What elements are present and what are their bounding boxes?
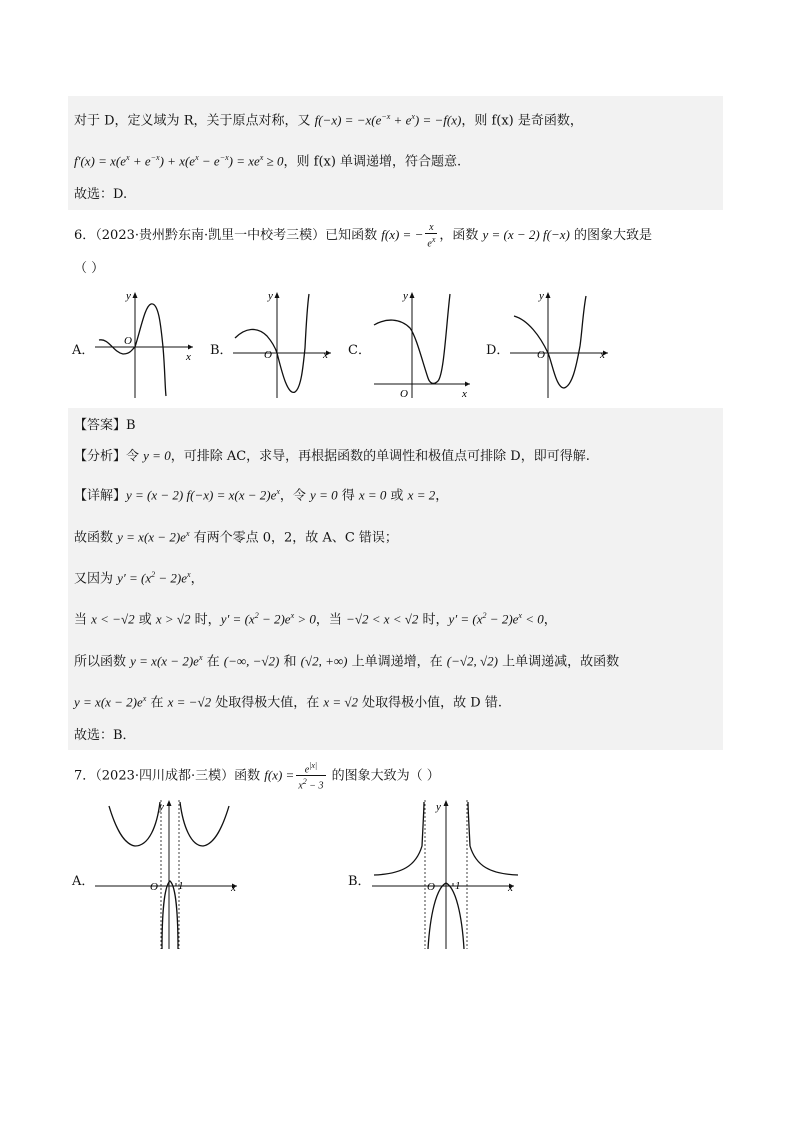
prev-solution-line-2: $f'(x) = x(e^x + e^{-x}) + x(e^x - e^{-x}) = xe^x \ge 0$，则 f(x) 单调递增，符合题意. (74, 153, 462, 170)
q7-stem: 7．（2023·四川成都·三模）函数 f(x) = $\frac{e^{|x|}}{x^2 - 3}$ 的图象大致为（ ） (74, 761, 440, 792)
q6-graph-b (233, 288, 338, 400)
q6-detail-2: 故函数 $y = x(x - 2)e^x$ 有两个零点 0，2，故 A、C 错误； (74, 529, 398, 546)
axis-x-label: x (508, 882, 513, 894)
q6-option-c-label: C． (348, 343, 371, 358)
q7-graph-b (372, 796, 522, 951)
q7-option-b-label: B． (348, 874, 371, 889)
axis-x-label: x (462, 388, 467, 400)
q6-detail-3: 又因为 $y' = (x^2 - 2)e^x$， (74, 570, 204, 587)
q6-detail-1: 【详解】y = (x − 2) $f(-x) = x(x - 2)e^x$，令 y = 0 得 x = 0 或 x = 2， (74, 487, 449, 504)
axis-y-label: y (159, 801, 164, 813)
tick-one-label: 1 (178, 880, 184, 892)
origin-label: O (150, 881, 158, 893)
axis-y-label: y (126, 290, 131, 302)
q6-detail-7: 故选：B． (74, 728, 136, 743)
q6-detail-4: 当 x < −√2 或 x > √2 时，$y' = (x^2 - 2)e^x > 0$，当 −√2 < x < √2 时，$y' = (x^2 - 2)e^x < 0$， (74, 611, 557, 628)
axis-y-label: y (403, 290, 408, 302)
q6-detail-5: 所以函数 $y = x(x - 2)e^x$ 在 (−∞, −√2) 和 (√2, +∞) 上单调递增，在 (−√2, √2) 上单调递减，故函数 (74, 653, 620, 670)
q7-fraction: $\frac{e^{|x|}}{x^2 - 3}$ (298, 761, 324, 792)
origin-label: O (427, 881, 435, 893)
origin-label: O (400, 388, 408, 400)
q7-graph-a (95, 796, 245, 951)
axis-x-label: x (323, 349, 328, 361)
q6-graph-a (95, 288, 200, 400)
q6-analysis: 【分析】令 y = 0，可排除 AC，求导，再根据函数的单调性和极值点可排除 D，即可得解. (74, 448, 590, 464)
axis-y-label: y (436, 801, 441, 813)
q6-graph-d (510, 288, 615, 400)
axis-y-label: y (268, 290, 273, 302)
axis-x-label: x (600, 349, 605, 361)
q6-paren: （ ） (74, 261, 105, 276)
q6-stem: 6．（2023·贵州黔东南·凯里一中校考三模）已知函数 f(x) = − $\frac{x}{e^x}$ ，函数 y = (x − 2) f(−x) 的图象大致是 (74, 222, 652, 250)
q6-option-a-label: A． (72, 343, 95, 358)
q6-option-b-label: B． (210, 343, 233, 358)
prev-solution-line-1: 对于 D，定义域为 R，关于原点对称，又 $f(-x) = -x(e^{-x} + e^x) = -f(x)$，则 f(x) 是奇函数， (74, 112, 583, 129)
axis-y-label: y (539, 290, 544, 302)
axis-x-label: x (231, 882, 236, 894)
q6-graph-c (372, 288, 477, 400)
origin-label: O (124, 335, 132, 347)
prev-solution-line-3: 故选：D. (74, 187, 128, 202)
q6-option-d-label: D． (486, 343, 510, 358)
q7-option-a-label: A． (72, 874, 95, 889)
tick-one-label: 1 (455, 880, 461, 892)
axis-x-label: x (186, 351, 191, 363)
q6-fraction: $\frac{x}{e^x}$ (427, 222, 436, 250)
q6-detail-6: $y = x(x - 2)e^x$ 在 x = −√2 处取得极大值，在 x = √2 处取得极小值，故 D 错. (74, 694, 502, 711)
q6-answer: 【答案】B (74, 418, 136, 433)
origin-label: O (264, 349, 272, 361)
origin-label: O (537, 349, 545, 361)
